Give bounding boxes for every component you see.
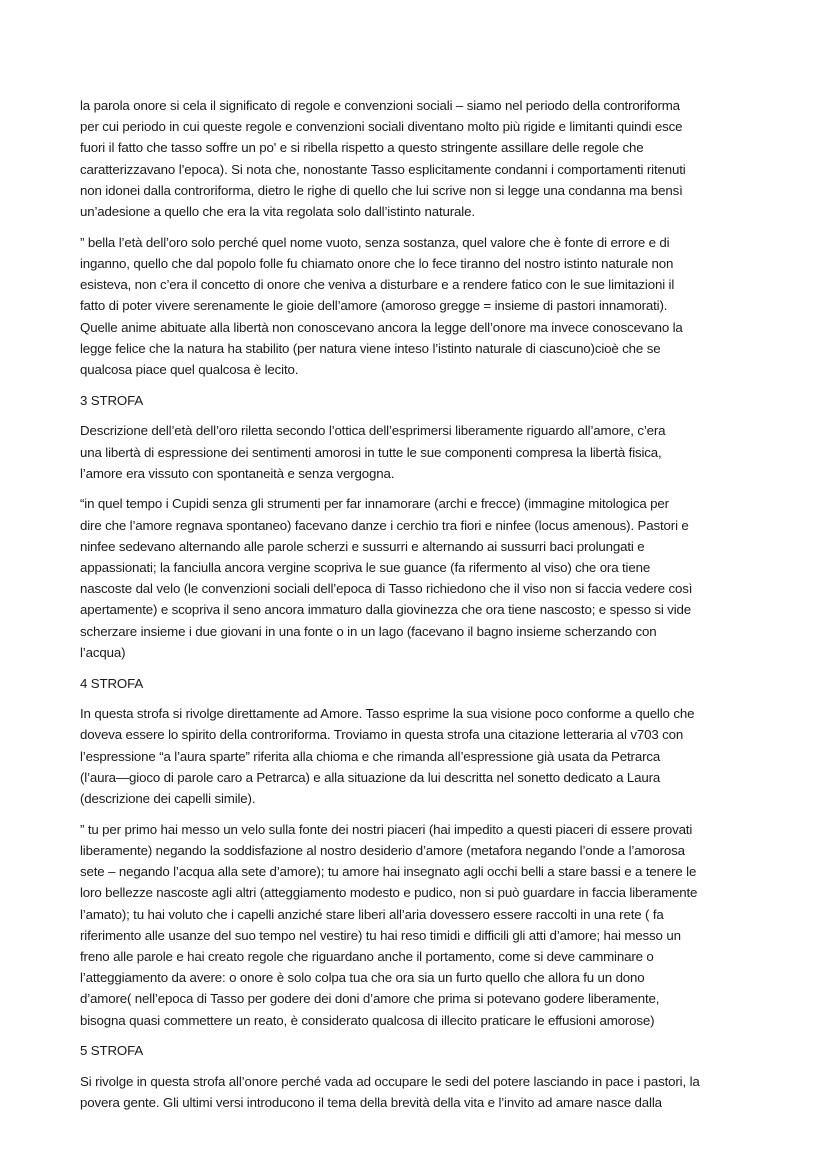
section-heading [80,673,760,694]
text-line: non idonei dalla controriforma, dietro le righe di quello che lui scrive non si legge una condanna ma bensì [80,182,683,198]
text-line: inganno, quello che dal popolo folle fu chiamato onore che lo fece tiranno del nostro istinto naturale non [80,255,674,271]
text-line: l’atteggiamento da avere: o onore è solo colpa tua che ora sia un furto quello che allora fu un dono [80,970,645,986]
text-line: povera gente. Gli ultimi versi introducono il tema della brevità della vita e l’invito ad amare nasce dalla [80,1095,662,1111]
text-line: l’amato); tu hai voluto che i capelli anziché stare liberi all’aria dovessero essere raccolti in una rete ( fa [80,906,664,922]
text-line: 3 STROFA [80,392,144,408]
section-heading [80,1040,760,1061]
text-line: Si rivolge in questa strofa all’onore perché vada ad occupare le sedi del potere lasciando in pace i pastori, la [80,1074,700,1090]
text-line: scherzare insieme i due giovani in una fonte o in un lago (facevano il bagno insieme scherzando con [80,623,657,639]
text-line: ninfee sedevano alternando alle parole scherzi e sussurri e alternando ai sussurri baci prolungati e [80,538,645,554]
text-line: l’acqua) [80,644,126,660]
body-paragraph [80,1071,760,1113]
text-line: 4 STROFA [80,675,144,691]
body-paragraph [80,703,760,809]
text-line: qualcosa piace quel qualcosa è lecito. [80,361,299,377]
text-line: sete – negando l’acqua alla sete d’amore); tu amore hai insegnato agli occhi belli a stare bassi e a tenere le [80,864,697,880]
text-line: riferimento alle usanze del suo tempo nel vestire) tu hai reso timidi e difficili gli atti d’amore; hai messo un [80,927,681,943]
text-line: un’adesione a quello che era la vita regolata solo dall’istinto naturale. [80,204,475,220]
text-line: Quelle anime abituate alla libertà non conoscevano ancora la legge dell’onore ma invece conoscevano la [80,319,683,335]
text-line: In questa strofa si rivolge direttamente ad Amore. Tasso esprime la sua visione poco conforme a quello che [80,706,695,722]
text-line: l’amore era vissuto con spontaneità e senza vergogna. [80,465,395,481]
text-line: una libertà di espressione dei sentimenti amorosi in tutte le sue componenti compresa la libertà fisica, [80,444,662,460]
text-line: l’espressione “a l’aura sparte” riferita alla chioma e che rimanda all’espressione già usata da Petrarca [80,748,661,764]
text-line: bisogna quasi commettere un reato, è considerato qualcosa di illecito praticare le effusioni amorose) [80,1012,655,1028]
text-line: nascoste dal velo (le convenzioni sociali dell’epoca di Tasso richiedono che il viso non si faccia vedere così [80,581,693,597]
text-line: fatto di poter vivere serenamente le gioie dell’amore (amoroso gregge = insieme di pastori innamorati). [80,298,668,314]
body-paragraph [80,95,760,222]
text-line: doveva essere lo spirito della controriforma. Troviamo in questa strofa una citazione letteraria al v703 con [80,727,684,743]
body-paragraph [80,420,760,484]
body-paragraph [80,493,760,663]
text-line: la parola onore si cela il significato di regole e convenzioni sociali – siamo nel periodo della controriforma [80,98,680,113]
text-line: “in quel tempo i Cupidi senza gli strumenti per far innamorare (archi e frecce) (immagine mitologica per [80,496,669,512]
text-line: 5 STROFA [80,1043,144,1059]
text-line: Descrizione dell’età dell’oro riletta secondo l’ottica dell’esprimersi liberamente riguardo all’amore, c’era [80,423,666,439]
text-line: (descrizione dei capelli simile). [80,791,256,807]
text-line: caratterizzavano l’epoca). Si nota che, nonostante Tasso esplicitamente condanni i comportamenti ritenuti [80,161,686,177]
body-paragraph [80,232,760,380]
text-line: ” tu per primo hai messo un velo sulla fonte dei nostri piaceri (hai impedito a questi piaceri di essere provati [80,821,693,837]
text-line: per cui periodo in cui queste regole e convenzioni sociali diventano molto più rigide e limitanti quindi esce [80,119,683,135]
section-heading [80,390,760,411]
text-line: fuori il fatto che tasso soffre un po' e si ribella rispetto a questo stringente assillare delle regole che [80,140,644,156]
text-line: freno alle parole e hai creato regole che riguardano anche il portamento, come si deve camminare o [80,949,654,965]
text-line: esisteva, non c’era il concetto di onore che veniva a disturbare e a rendere fatico con le sue limitazioni il [80,277,675,293]
text-line: liberamente) negando la soddisfazione al nostro desiderio d’amore (metafora negando l’onde a l’amorosa [80,843,685,858]
text-line: d’amore( nell’epoca di Tasso per godere dei doni d’amore che prima si potevano godere liberamente, [80,991,660,1007]
text-line: dire che l’amore regnava spontaneo) facevano danze i cerchio tra fiori e ninfee (locus amenous). Pastori e [80,517,689,533]
text-line: ” bella l’età dell’oro solo perché quel nome vuoto, senza sostanza, quel valore che è fonte di errore e di [80,234,670,250]
text-line: appassionati; la fanciulla ancora vergine scopriva le sue guance (fa rifermento al viso) che ora tiene [80,560,651,576]
text-line: apertamente) e scopriva il seno ancora immaturo dalla giovinezza che ora tiene nascosto; e spesso si vide [80,602,692,618]
text-line: loro bellezze nascoste agli altri (atteggiamento modesto e pudico, non si può guardare in faccia liberamente [80,885,698,901]
body-paragraph [80,819,760,1031]
document-page [80,95,760,1123]
text-line: legge felice che la natura ha stabilito (per natura viene inteso l’istinto naturale di ciascuno)cioè che se [80,340,661,356]
text-line: (l’aura—gioco di parole caro a Petrarca) e alla situazione da lui descritta nel sonetto dedicato a Laura [80,769,661,785]
